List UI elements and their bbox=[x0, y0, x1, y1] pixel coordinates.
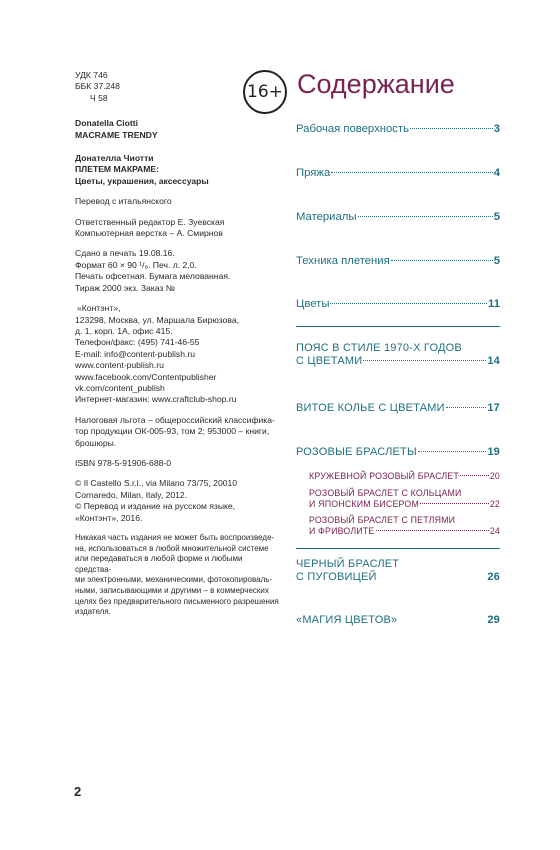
imprint-column bbox=[75, 70, 280, 627]
toc-page: 5 bbox=[493, 211, 500, 223]
toc-label: Пряжа bbox=[296, 167, 331, 179]
toc-label: РОЗОВЫЕ БРАСЛЕТЫ bbox=[296, 446, 417, 458]
subtitle-ru: Цветы, украшения, аксессуары bbox=[75, 175, 209, 186]
title-ru: ПЛЕТЕМ МАКРАМЕ: bbox=[75, 164, 160, 175]
toc-page: 4 bbox=[493, 167, 500, 179]
tax-line-2: тор продукции ОК-005-93, том 2; 953000 – книги, bbox=[75, 426, 270, 437]
subtoc-page: 20 bbox=[489, 471, 500, 481]
subtoc-entry[interactable] bbox=[309, 515, 500, 536]
subtoc-label-line-1: РОЗОВЫЙ БРАСЛЕТ С КОЛЬЦАМИ bbox=[309, 488, 462, 498]
rights-line-6: целях без предварительного письменного разрешения bbox=[75, 596, 279, 606]
divider bbox=[296, 326, 500, 327]
vk: vk.com/content_publish bbox=[75, 382, 165, 393]
credits-block bbox=[75, 217, 280, 240]
format: Формат 60 × 90 ¹/₈. Печ. л. 2,0. bbox=[75, 259, 197, 270]
author-sign: Ч 58 bbox=[90, 92, 108, 103]
tax-line-3: брошюры. bbox=[75, 437, 117, 448]
website: www.content-publish.ru bbox=[75, 360, 164, 371]
publisher: «Контэнт», bbox=[77, 303, 121, 314]
toc-page: 5 bbox=[493, 255, 500, 267]
toc-entry[interactable] bbox=[296, 255, 500, 267]
leader-dots bbox=[330, 303, 487, 304]
divider bbox=[296, 548, 500, 549]
author-en: Donatella Ciotti bbox=[75, 118, 139, 129]
address-line-2: д. 1, корп. 1А, офис 415. bbox=[75, 325, 173, 336]
author-ru: Донателла Чиотти bbox=[75, 153, 154, 164]
toc-entry[interactable] bbox=[296, 211, 500, 223]
copyright-block bbox=[75, 478, 280, 524]
toc-entry[interactable] bbox=[296, 298, 500, 310]
subtoc-label: КРУЖЕВНОЙ РОЗОВЫЙ БРАСЛЕТ bbox=[309, 471, 460, 481]
leader-dots bbox=[420, 503, 489, 504]
shop: Интернет-магазин: www.craftclub-shop.ru bbox=[75, 394, 237, 405]
facebook: www.facebook.com/Contentpublisher bbox=[75, 371, 217, 382]
age-rating-badge: 16+ bbox=[243, 70, 287, 114]
subtoc-label-line-1: РОЗОВЫЙ БРАСЛЕТ С ПЕТЛЯМИ bbox=[309, 515, 456, 525]
leader-dots bbox=[398, 619, 486, 620]
leader-dots bbox=[378, 576, 487, 577]
toc-entry[interactable] bbox=[296, 123, 500, 135]
toc-page: 17 bbox=[487, 402, 500, 414]
subtoc-page: 22 bbox=[489, 498, 500, 509]
rights-line-7: издателя. bbox=[75, 607, 111, 617]
subtoc-page: 24 bbox=[489, 525, 500, 536]
isbn: ISBN 978-5-91906-688-0 bbox=[75, 457, 172, 468]
translation-block bbox=[75, 196, 280, 207]
leader-dots bbox=[410, 128, 493, 129]
email: E-mail: info@content-publish.ru bbox=[75, 348, 196, 359]
subtoc-label-line-2: И ФРИВОЛИТЕ bbox=[309, 525, 375, 536]
toc-label: Материалы bbox=[296, 211, 357, 223]
editor: Ответственный редактор Е. Зуевская bbox=[75, 216, 225, 227]
toc-page: 14 bbox=[487, 355, 500, 367]
address-line-1: 123298, Москва, ул. Маршала Бирюзова, bbox=[75, 314, 240, 325]
rights-line-1: Никакая часть издания не может быть воспроизведе- bbox=[75, 533, 275, 542]
leader-dots bbox=[446, 407, 487, 408]
subtoc-label-line-2: И ЯПОНСКИМ БИСЕРОМ bbox=[309, 498, 419, 509]
print-type: Печать офсетная. Бумага мелованная. bbox=[75, 271, 231, 282]
isbn-block bbox=[75, 458, 280, 469]
toc-page: 3 bbox=[493, 123, 500, 135]
copyright-2a: © Перевод и издание на русском языке, bbox=[75, 501, 236, 512]
copyright-1b: Cornaredo, Milan, Italy, 2012. bbox=[75, 489, 188, 500]
page-number: 2 bbox=[74, 784, 82, 799]
toc-entry[interactable] bbox=[296, 402, 500, 415]
toc-entry[interactable] bbox=[296, 446, 500, 459]
toc-label-line-2: С ЦВЕТАМИ bbox=[296, 355, 363, 367]
toc-page: 19 bbox=[487, 446, 500, 458]
leader-dots bbox=[460, 475, 489, 476]
toc-label-line-1: ЧЕРНЫЙ БРАСЛЕТ bbox=[296, 558, 400, 570]
rights-line-2: на, использоваться в любой множительной системе bbox=[75, 543, 269, 553]
title-en: MACRAME TRENDY bbox=[75, 129, 158, 140]
toc-label-line-1: ПОЯС В СТИЛЕ 1970-Х ГОДОВ bbox=[296, 342, 462, 354]
toc-page: 26 bbox=[487, 571, 500, 583]
toc-entry[interactable] bbox=[296, 167, 500, 179]
subtoc-entry[interactable] bbox=[309, 488, 500, 509]
publisher-block bbox=[75, 303, 280, 406]
rights-line-4: ми электронными, механическими, фотокопироваль- bbox=[75, 575, 273, 585]
toc-label: Рабочая поверхность bbox=[296, 123, 409, 135]
toc-entry[interactable] bbox=[296, 614, 500, 627]
toc-entry[interactable] bbox=[296, 342, 500, 368]
print-info-block bbox=[75, 248, 280, 294]
original-title-block bbox=[75, 118, 280, 141]
copyright-1a: © Il Castello S.r.l., via Milano 73/75, 20010 bbox=[75, 478, 238, 489]
leader-dots bbox=[331, 172, 492, 173]
layout-credit: Компьютерная верстка – А. Смирнов bbox=[75, 228, 223, 239]
rights-line-5: ными, записывающими и другими – в коммерческих bbox=[75, 585, 269, 595]
print-run: Тираж 2000 экз. Заказ № bbox=[75, 282, 175, 293]
toc-page: 29 bbox=[487, 614, 500, 626]
leader-dots bbox=[358, 216, 493, 217]
toc-label: ВИТОЕ КОЛЬЕ С ЦВЕТАМИ bbox=[296, 402, 445, 414]
print-date: Сдано в печать 19.08.16. bbox=[75, 248, 175, 259]
contents-title: Содержание bbox=[297, 69, 455, 99]
phone: Телефон/факс: (495) 741-46-55 bbox=[75, 337, 200, 348]
subtoc-entry[interactable] bbox=[309, 471, 500, 482]
rights-block bbox=[75, 533, 280, 618]
rights-line-3: или передаваться в любой форме и любыми средства- bbox=[75, 554, 243, 574]
toc-page: 11 bbox=[488, 298, 500, 310]
toc-label: «МАГИЯ ЦВЕТОВ» bbox=[296, 614, 398, 626]
copyright-2b: «Контэнт», 2016. bbox=[75, 512, 143, 523]
tax-line-1: Налоговая льгота – общероссийский классифика- bbox=[75, 414, 275, 425]
toc-label: Техника плетения bbox=[296, 255, 390, 267]
bbk: ББК 37.248 bbox=[75, 81, 120, 92]
udk: УДК 746 bbox=[75, 70, 108, 80]
tax-block bbox=[75, 415, 280, 449]
leader-dots bbox=[391, 260, 493, 261]
toc-label: Цветы bbox=[296, 298, 330, 310]
toc-label-line-2: С ПУГОВИЦЕЙ bbox=[296, 571, 377, 583]
leader-dots bbox=[363, 360, 486, 361]
toc-entry[interactable] bbox=[296, 558, 500, 584]
translation-note: Перевод с итальянского bbox=[75, 196, 172, 207]
russian-title-block bbox=[75, 153, 280, 187]
leader-dots bbox=[376, 530, 489, 531]
leader-dots bbox=[418, 451, 486, 452]
